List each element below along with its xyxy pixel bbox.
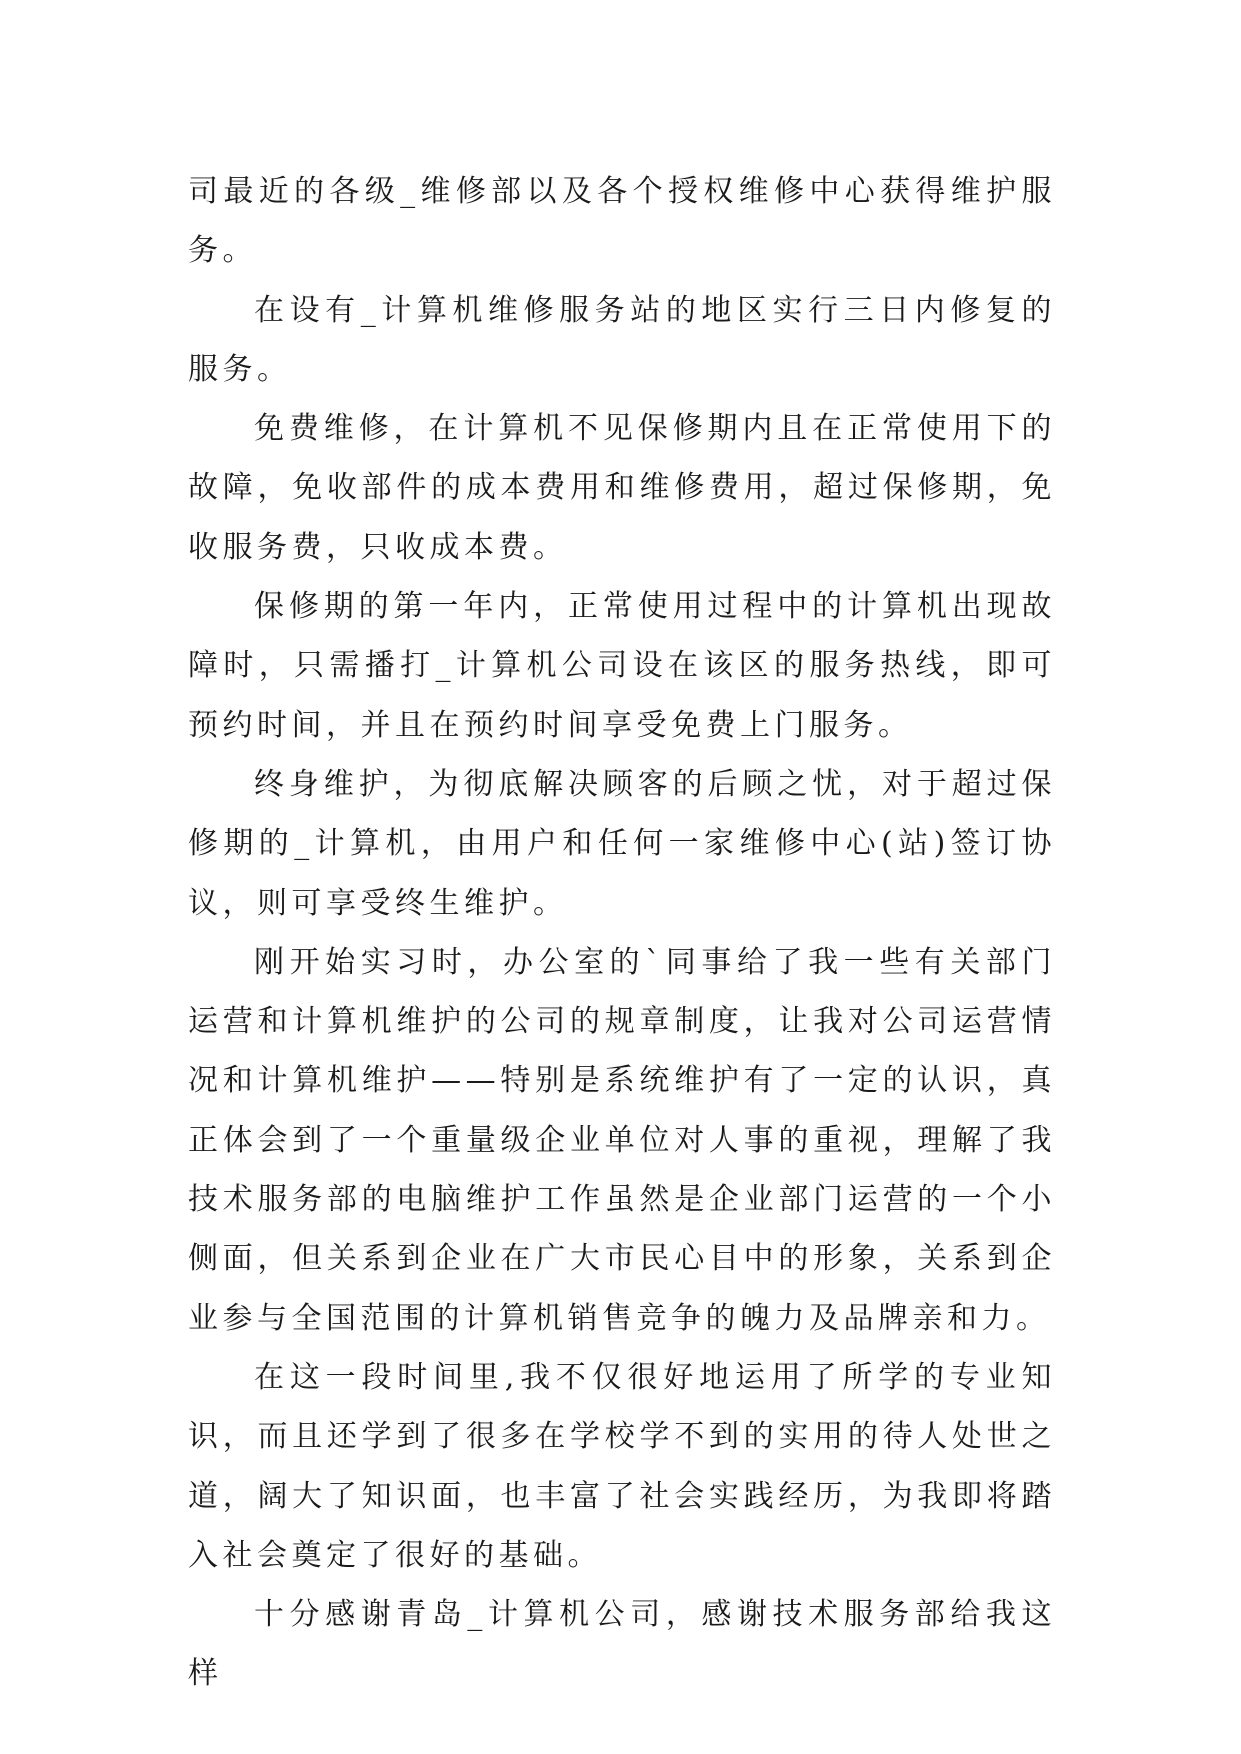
- paragraph-thanks: 十分感谢青岛_计算机公司，感谢技术服务部给我这样: [188, 1597, 1056, 1692]
- paragraph-first-year: 保修期的第一年内，正常使用过程中的计算机出现故障时，只需播打_计算机公司设在该区的服务热线，即可预约时间，并且在预约时间享受免费上门服务。: [188, 589, 1056, 743]
- paragraph-internship-start: 刚开始实习时，办公室的`同事给了我一些有关部门运营和计算机维护的公司的规章制度，让我对公司运营情况和计算机维护——特别是系统维护有了一定的认识，真正体会到了一个重量级企业单位对人事的重视，理解了我技术服务部的电脑维护工作虽然是企业部门运营的一个小侧面，但关系到企业在广大市民心目中的形象，关系到企业参与全国范围的计算机销售竞争的魄力及品牌亲和力。: [188, 944, 1056, 1336]
- paragraph-repair-station: 在设有_计算机维修服务站的地区实行三日内修复的服务。: [188, 292, 1056, 387]
- document-body: [188, 162, 1056, 1704]
- paragraph-free-repair: 免费维修，在计算机不见保修期内且在正常使用下的故障，免收部件的成本费用和维修费用，超过保修期，免收服务费，只收成本费。: [188, 411, 1056, 565]
- paragraph-lifetime-maintenance: 终身维护，为彻底解决顾客的后顾之忧，对于超过保修期的_计算机，由用户和任何一家维修中心(站)签订协议，则可享受终生维护。: [188, 766, 1056, 921]
- paragraph-learning: 在这一段时间里,我不仅很好地运用了所学的专业知识，而且还学到了很多在学校学不到的实用的待人处世之道，阔大了知识面，也丰富了社会实践经历，为我即将踏入社会奠定了很好的基础。: [188, 1359, 1056, 1573]
- paragraph-continuation: 司最近的各级_维修部以及各个授权维修中心获得维护服务。: [188, 174, 1056, 269]
